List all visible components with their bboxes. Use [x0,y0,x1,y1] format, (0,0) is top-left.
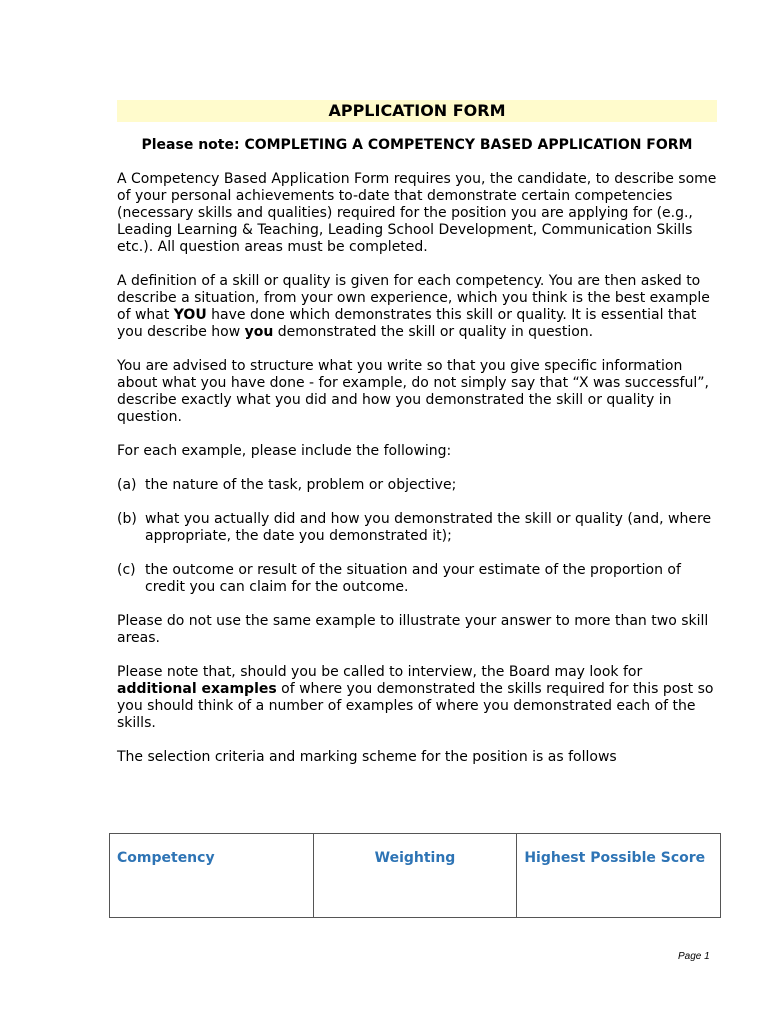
competency-header: Competency [110,834,314,918]
definition-paragraph: A definition of a skill or quality is given for each competency. You are then asked to describe a situation, from your own experience, which you think is the best example of what YOU have done which demonstrates this skill or quality. It is essential that you describe how you demonstrated the skill or quality in question. [117,273,710,340]
weighting-header: Weighting [313,834,517,918]
list-text: what you actually did and how you demonstrated the skill or quality (and, where appropriate, the date you demonstrated it); [145,511,738,544]
document-page [117,96,738,766]
list-text: the nature of the task, problem or objective; [145,477,457,493]
interview-paragraph: Please note that, should you be called to interview, the Board may look for additional examples of where you demonstrated the skills required for this post so you should think of a number of examples of where you demonstrated each of the skills. [117,664,714,731]
list-item [117,511,738,545]
same-example-paragraph: Please do not use the same example to illustrate your answer to more than two skill areas. [117,613,709,646]
list-marker: (b) [117,511,137,527]
table-row [110,834,721,918]
list-text: the outcome or result of the situation and your estimate of the proportion of credit you can claim for the outcome. [145,562,681,595]
page-number: Page 1 [678,951,710,962]
criteria-table [109,833,721,918]
form-title: APPLICATION FORM [117,100,717,122]
include-paragraph: For each example, please include the following: [117,443,452,459]
structure-paragraph: You are advised to structure what you write so that you give specific information about what you have done - for example, do not simply say that “X was successful”, describe exactly what you did and how you demonstrated the skill or quality in question. [117,358,709,425]
highest-score-header: Highest Possible Score [517,834,721,918]
list-marker: (c) [117,562,136,578]
list-item [117,562,717,596]
form-subtitle: Please note: COMPLETING A COMPETENCY BASED APPLICATION FORM [141,137,693,153]
list-item [117,477,717,494]
selection-criteria-paragraph: The selection criteria and marking scheme for the position is as follows [117,749,617,765]
list-marker: (a) [117,477,137,493]
intro-paragraph: A Competency Based Application Form requires you, the candidate, to describe some of your personal achievements to-date that demonstrate certain competencies (necessary skills and qualities) required for the position you are applying for (e.g., Leading Learning & Teaching, Leading School Development, Communication Skills etc.). All question areas must be completed. [117,171,717,255]
